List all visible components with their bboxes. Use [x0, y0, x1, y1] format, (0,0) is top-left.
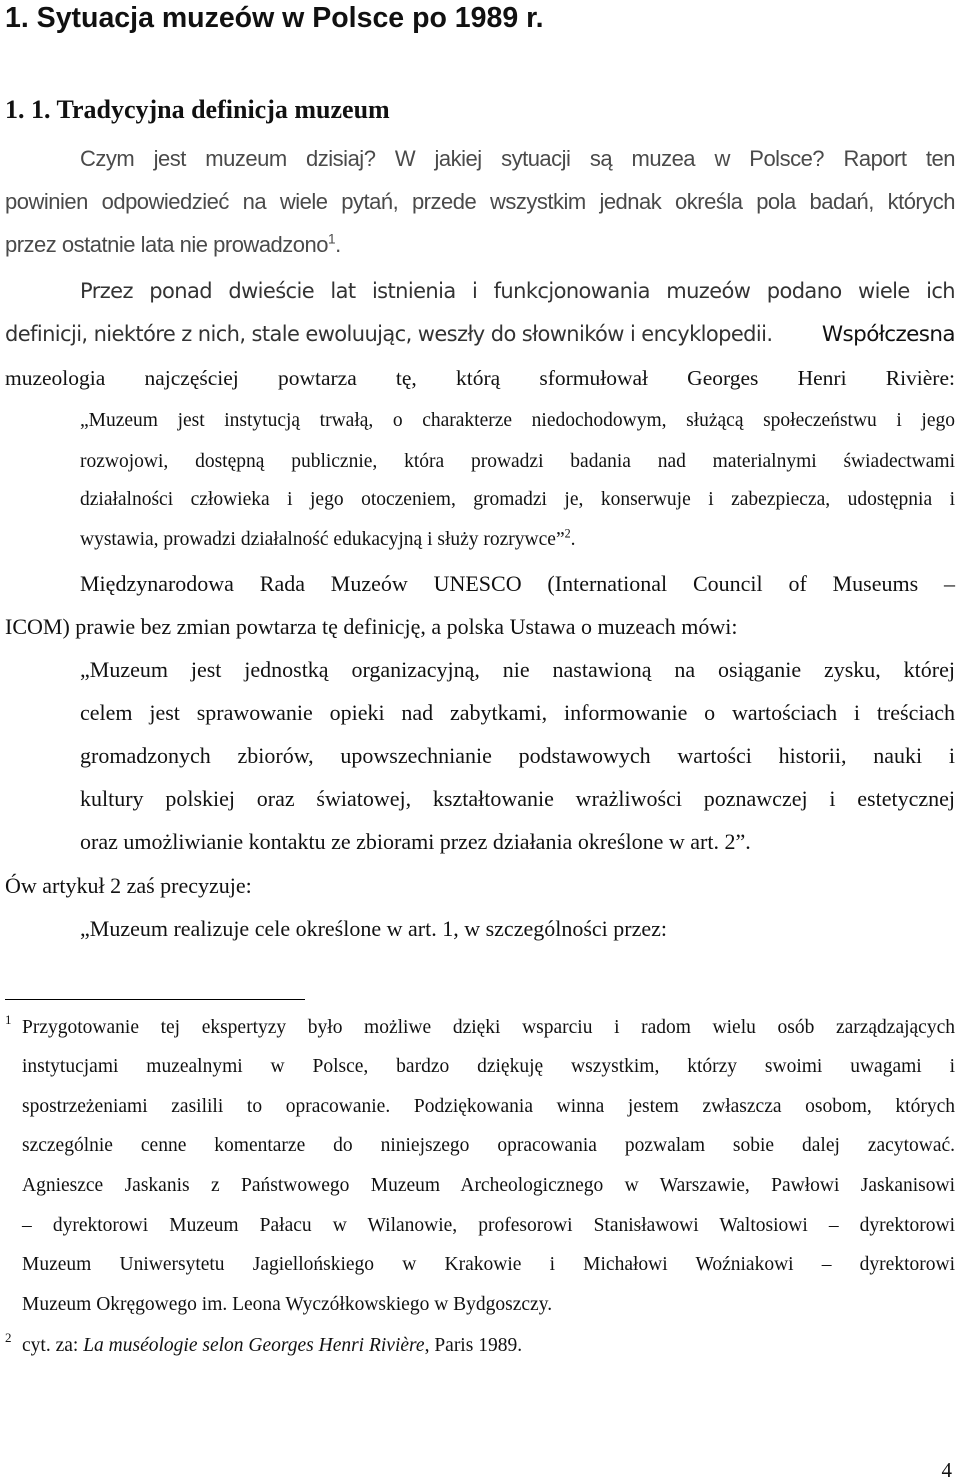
paragraph-line: definicji, niektóre z nich, stale ewoluując, weszły do słowników i encyklopedii. Współczesna	[5, 322, 955, 347]
footnote-ref: 2	[564, 526, 571, 541]
footnote-marker: 2	[5, 1330, 12, 1345]
footnote-line: Agnieszce Jaskanis z Państwowego Muzeum Archeologicznego w Warszawie, Pawłowi Jaskanisowi	[22, 1175, 955, 1196]
quote-line: „Muzeum jest jednostką organizacyjną, nie nastawioną na osiąganie zysku, której	[80, 657, 955, 682]
chapter-heading: 1. Sytuacja muzeów w Polsce po 1989 r.	[5, 2, 544, 34]
quote-line: kultury polskiej oraz światowej, kształtowanie wrażliwości poznawczej i estetycznej	[80, 786, 955, 811]
footnote-marker: 1	[5, 1012, 12, 1027]
paragraph-line: przez ostatnie lata nie prowadzono$^1$.	[5, 231, 341, 257]
footnote-line: – dyrektorowi Muzeum Pałacu w Wilanowie, profesorowi Stanisławowi Waltosiowi – dyrektorowi	[22, 1215, 955, 1236]
footnote-line: cyt. za: La muséologie selon Georges Henri Rivière, Paris 1989.	[22, 1335, 523, 1356]
footnote-line: spostrzeżeniami zasilili to opracowanie. Podziękowania winna jestem zwłaszcza osobom, których	[22, 1096, 955, 1117]
paragraph-line: Przez ponad dwieście lat istnienia i funkcjonowania muzeów podano wiele ich	[80, 279, 955, 303]
footnote-line: Przygotowanie tej ekspertyzy było możliwe dzięki wsparciu i radom wielu osób zarządzających	[22, 1017, 955, 1038]
quote-line: „Muzeum realizuje cele określone w art. 1, w szczególności przez:	[80, 916, 668, 941]
citation-title: La muséologie selon Georges Henri Rivière	[83, 1335, 425, 1356]
quote-line: działalności człowieka i jego otoczeniem, gromadzi je, konserwuje i zabezpiecza, udostępnia i	[80, 489, 955, 510]
quote-line: celem jest sprawowanie opieki nad zabytkami, informowanie o wartościach i treściach	[80, 700, 955, 725]
paragraph-line: muzeologia najczęściej powtarza tę, którą sformułował Georges Henri Rivière:	[5, 366, 955, 390]
footnote-line: Muzeum Uniwersytetu Jagiellońskiego w Krakowie i Michałowi Woźniakowi – dyrektorowi	[22, 1254, 955, 1275]
quote-line: rozwojowi, dostępną publicznie, która prowadzi badania nad materialnymi świadectwami	[80, 451, 955, 472]
paragraph-line: Czym jest muzeum dzisiaj? W jakiej sytuacji są muzea w Polsce? Raport ten	[80, 146, 955, 171]
footnote-line: Muzeum Okręgowego im. Leona Wyczółkowskiego w Bydgoszczy.	[22, 1294, 553, 1315]
footnote-line: szczególnie cenne komentarze do niniejszego opracowania pozwalam sobie dalej zacytować.	[22, 1135, 955, 1156]
quote-line: wystawia, prowadzi działalność edukacyjną i służy rozrywce”$^2$.	[80, 526, 576, 550]
paragraph-line: Ów artykuł 2 zaś precyzuje:	[5, 873, 252, 898]
quote-line: gromadzonych zbiorów, upowszechnianie podstawowych wartości historii, nauki i	[80, 743, 955, 768]
footnote-separator	[5, 999, 305, 1000]
footnote-line: instytucjami muzealnymi w Polsce, bardzo dziękuję wszystkim, którzy swoimi uwagami i	[22, 1056, 955, 1077]
section-heading: 1. 1. Tradycyjna definicja muzeum	[5, 95, 390, 124]
page-number: 4	[941, 1458, 952, 1482]
footnote-ref: 1	[328, 231, 336, 247]
paragraph-line: ICOM) prawie bez zmian powtarza tę definicję, a polska Ustawa o muzeach mówi:	[5, 614, 738, 639]
quote-line: „Muzeum jest instytucją trwałą, o charakterze niedochodowym, służącą społeczeństwu i jego	[80, 410, 955, 431]
paragraph-line: powinien odpowiedzieć na wiele pytań, przede wszystkim jednak określa pola badań, których	[5, 189, 955, 214]
paragraph-line: Międzynarodowa Rada Muzeów UNESCO (International Council of Museums –	[80, 571, 955, 596]
quote-line: oraz umożliwianie kontaktu ze zbiorami przez działania określone w art. 2”.	[80, 829, 751, 854]
